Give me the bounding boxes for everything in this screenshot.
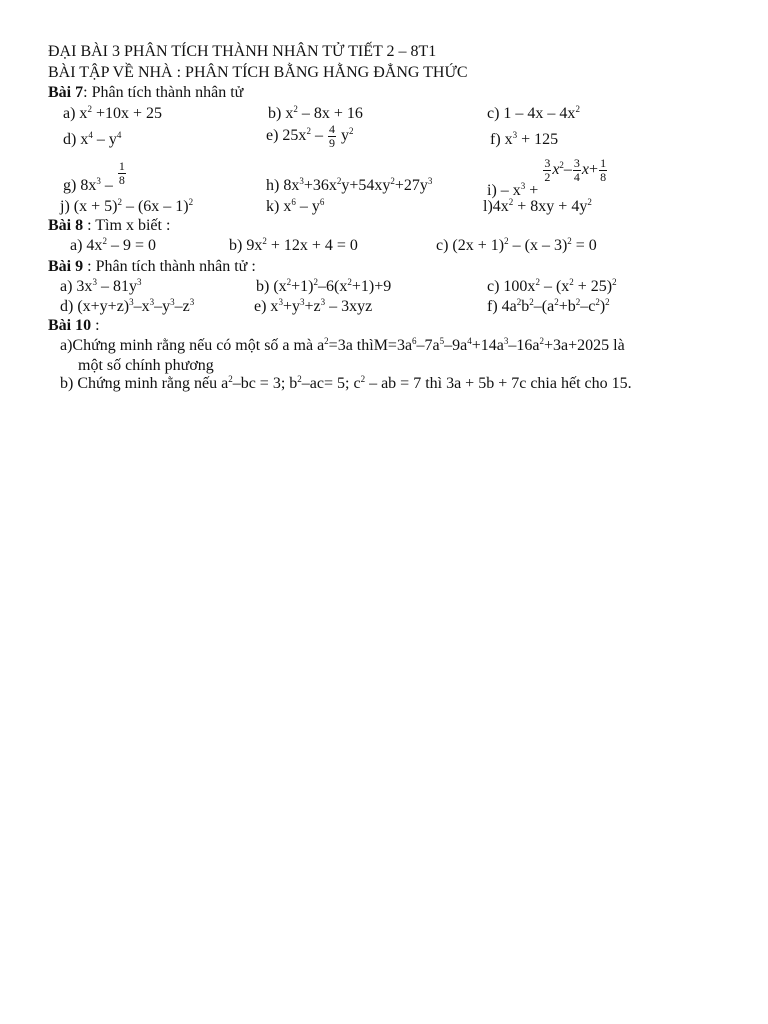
bai9-title: : Phân tích thành nhân tử : [83, 258, 256, 275]
bai8-item-a: a) $4x^2 - 9 = 0$ [70, 236, 156, 254]
bai7-item-b: b) $x^2 - 8x + 16$ [268, 104, 363, 122]
bai10-item-a: a)Chứng minh rằng nếu có một số a mà $a^2=3a$ $thìM=3a^6-7a^5-9a^4+14a^3-16a^2+3a+2025$ là [60, 336, 625, 354]
fraction: $\frac{3}{2}$ [544, 156, 551, 184]
bai7-item-f: f) $x^3 + 125$ [490, 130, 559, 148]
bai10-item-a-cont: một số chính phương [78, 357, 214, 374]
bai7-item-g: g) $8x^3$ – $\frac{1}{8}$ [63, 159, 125, 194]
bai9-heading [48, 259, 256, 275]
bai9-item-b: b) $(x^2+1)^2-6(x^2+1)+9$ [256, 277, 392, 295]
bai10-item-b: b) Chứng minh rằng nếu $a^2-bc = 3$; $b^2-ac= 5$; $c^2$ – ab = 7 thì 3a + 5b + 7c chia hết cho 15. [60, 374, 632, 392]
bai9-label: Bài 9 [48, 258, 84, 275]
bai7-label: Bài 7 [48, 84, 84, 101]
bai9-item-c: c) $100x^2 - (x^2 + 25)^2$ [487, 277, 617, 295]
bai8-label: Bài 8 [48, 217, 84, 234]
bai7-item-e: e) $25x^2$ – $\frac{4}{9}$ $y^2$ [266, 122, 354, 150]
bai8-item-c: c) $(2x + 1)^2 - (x - 3)^2 = 0$ [436, 236, 597, 254]
bai7-item-a: a) $x^2 +10x + 25$ [63, 104, 162, 122]
bai10-heading [48, 318, 100, 334]
bai7-heading [48, 85, 243, 101]
bai9-item-d: d) $(x+y+z)^3-x^3-y^3-z^3$ [60, 297, 195, 315]
bai9-item-a: a) $3x^3 - 81y^3$ [60, 277, 142, 295]
bai9-item-e: e) $x^3+y^3+z^3 - 3xyz$ [254, 297, 373, 315]
bai9-item-f: f) $4a^2b^2-(a^2+b^2-c^2)^2$ [487, 297, 610, 315]
bai8-heading [48, 218, 170, 234]
fraction: $\frac{1}{8}$ [600, 156, 607, 184]
bai7-item-i: $i) - x^3$ + $\frac{3}{2}$ $x^2-$ $\frac{3}{4}$ x+ $\frac{1}{8}$ [487, 156, 607, 199]
bai7-item-j: j) $(x + 5)^2 - (6x - 1)^2$ [60, 197, 194, 215]
bai10-label: Bài 10 [48, 317, 92, 334]
bai10-title: : [91, 317, 100, 334]
bai7-item-c: c) $1 - 4x - 4x^2$ [487, 104, 580, 122]
bai8-title: : Tìm x biết : [83, 217, 171, 234]
bai7-item-k: k) $x^6 - y^6$ [266, 197, 325, 215]
bai7-item-h: h) $8x^3+36x^2y+54xy^2+27y^3$ [266, 176, 433, 194]
bai7-title: : Phân tích thành nhân tử [83, 84, 244, 101]
bai7-item-d: d) $x^4 - y^4$ [63, 130, 122, 148]
header-line-2: BÀI TẬP VỀ NHÀ : PHÂN TÍCH BẰNG HẰNG ĐẲNG THỨC [48, 64, 468, 81]
fraction: $\frac{1}{8}$ [118, 159, 125, 187]
header-line-1: ĐẠI BÀI 3 PHÂN TÍCH THÀNH NHÂN TỬ TIẾT 2 – 8T1 [48, 43, 437, 60]
bai8-item-b: b) $9x^2 + 12x + 4 = 0$ [229, 236, 358, 254]
fraction: $\frac{3}{4}$ [573, 156, 580, 184]
fraction: $\frac{4}{9}$ [328, 122, 335, 150]
bai7-item-l: $l)4x^2 + 8xy + 4y^2$ [483, 197, 592, 215]
